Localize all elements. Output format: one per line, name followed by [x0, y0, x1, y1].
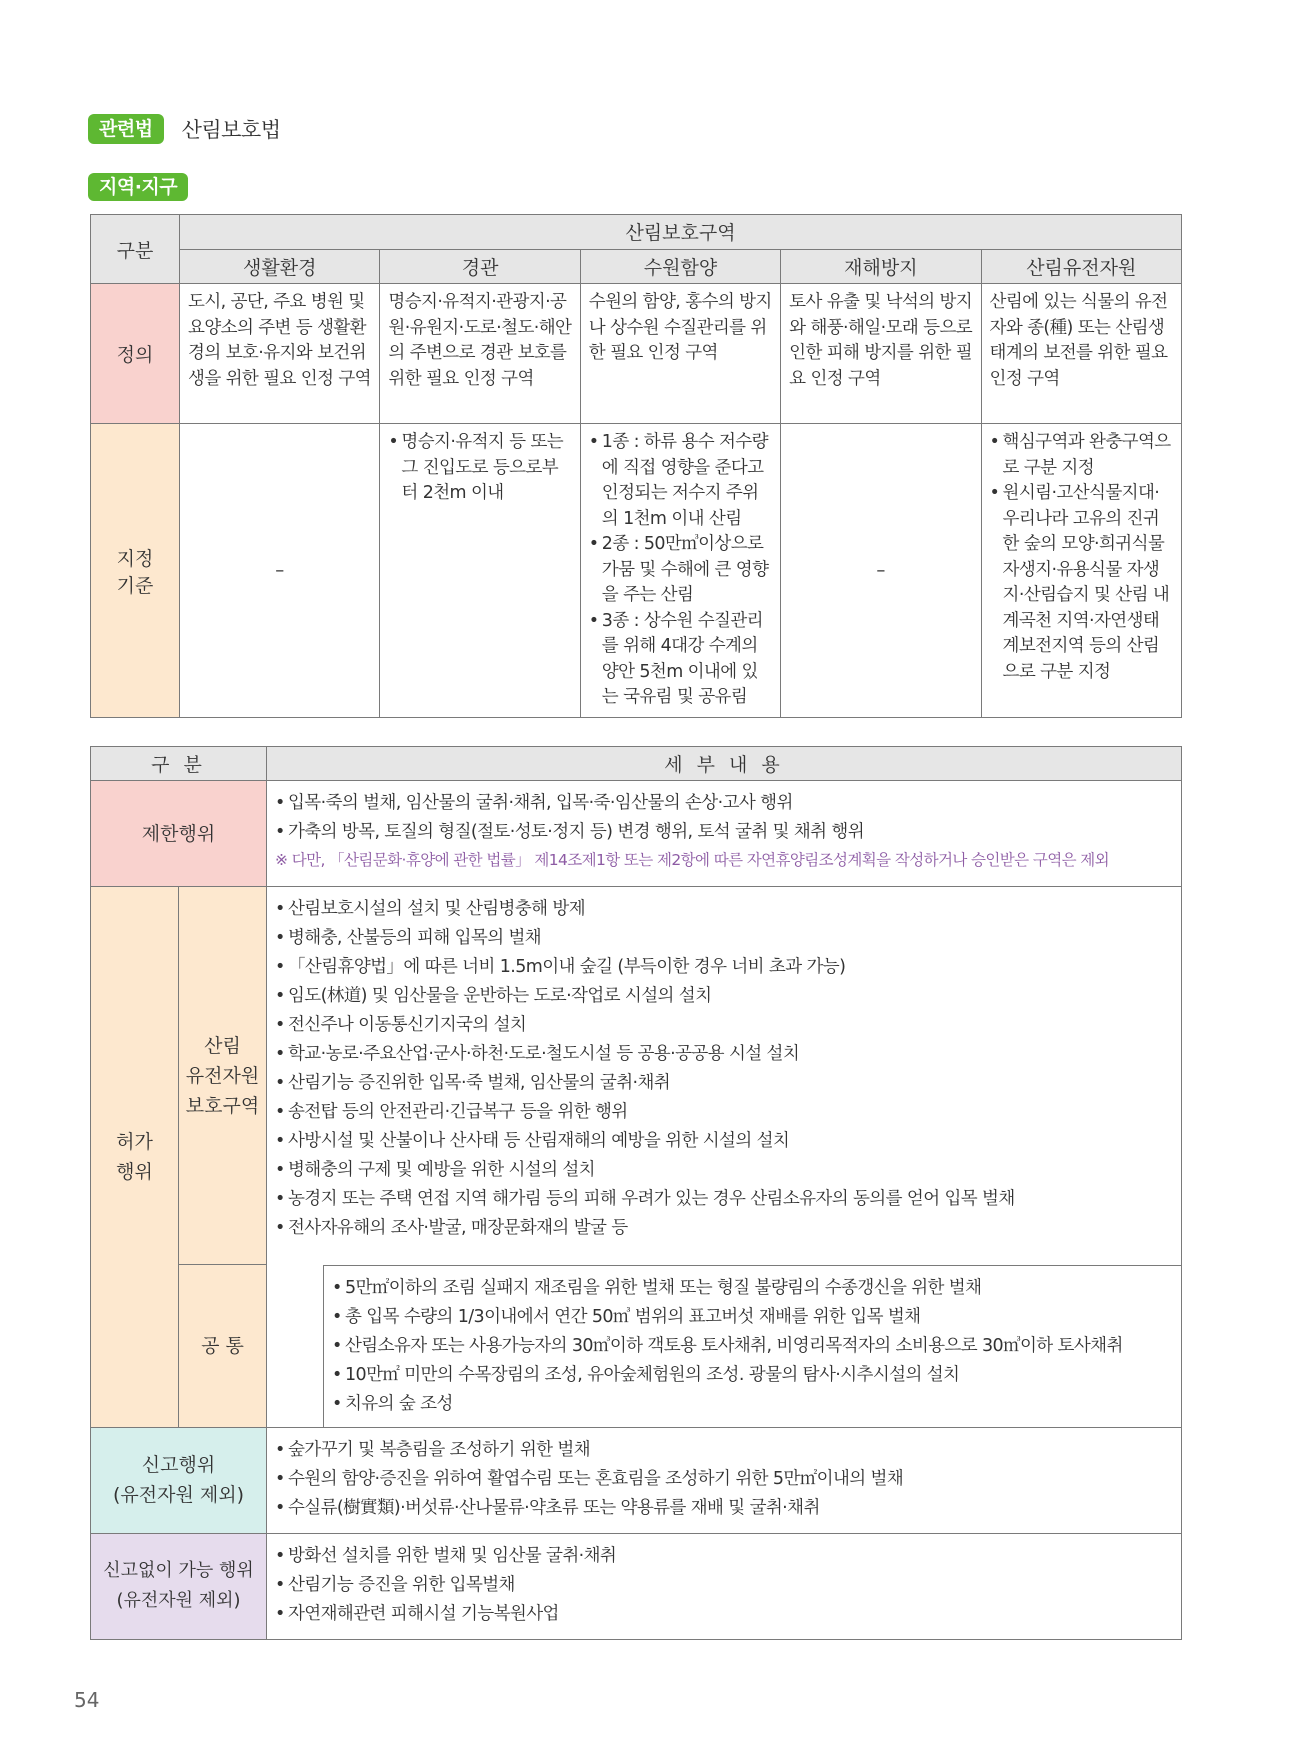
- report-label-line: (유전자원 제외): [113, 1484, 244, 1506]
- permitted-genetic-row: [91, 887, 1182, 1265]
- no-report-label: [91, 1533, 267, 1639]
- common-details: [267, 1265, 1182, 1428]
- common-item: • 치유의 숲 조성: [332, 1390, 1173, 1419]
- permitted-item: • 송전탑 등의 안전관리·긴급복구 등을 위한 행위: [275, 1098, 1173, 1127]
- no-report-details: [267, 1533, 1182, 1639]
- criteria-cell: [981, 424, 1181, 718]
- permitted-label-line: 행위: [116, 1160, 153, 1183]
- column-header: 재해방지: [781, 249, 981, 284]
- permitted-item: • 병해충의 구제 및 예방을 위한 시설의 설치: [275, 1156, 1173, 1185]
- report-item: • 수원의 함양·증진을 위하여 활엽수림 또는 혼효림을 조성하기 위한 5만㎡이내의 벌채: [275, 1465, 1173, 1494]
- genetic-zone-label: [179, 887, 267, 1265]
- criteria-cell-empty: –: [180, 424, 380, 718]
- criteria-item: • 핵심구역과 완충구역으로 구분 지정: [990, 430, 1174, 481]
- zone-district-tag: 지역·지구: [88, 173, 188, 201]
- report-row: [91, 1427, 1182, 1533]
- no-report-label-line: 신고없이 가능 행위: [103, 1560, 254, 1581]
- permitted-item: • 산림기능 증진위한 입목·죽 벌채, 임산물의 굴취·채취: [275, 1069, 1173, 1098]
- common-item: • 10만㎡ 미만의 수목장림의 조성, 유아숲체험원의 조성. 광물의 탐사·시추시설의 설치: [332, 1361, 1173, 1390]
- column-header: 수원함양: [580, 249, 780, 284]
- report-label: [91, 1427, 267, 1533]
- common-label: 공 통: [179, 1265, 267, 1428]
- common-item: • 총 입목 수량의 1/3이내에서 연간 50㎥ 범위의 표고버섯 재배를 위한 입목 벌채: [332, 1303, 1173, 1332]
- criteria-item: • 원시림·고산식물지대·우리나라 고유의 진귀한 숲의 모양·희귀식물 자생지·유용식물 자생지·산림습지 및 산림 내 계곡천 지역·자연생태계보전지역 등의 산림으로 구분 지정: [990, 481, 1174, 685]
- permitted-item: • 임도(林道) 및 임산물을 운반하는 도로·작업로 시설의 설치: [275, 982, 1173, 1011]
- related-law-name: 산림보호법: [181, 118, 281, 142]
- restricted-note: ※ 다만, 「산림문화·휴양에 관한 법률」 제14조제1항 또는 제2항에 따른 자연휴양림조성계획을 작성하거나 승인받은 구역은 제외: [275, 851, 1110, 869]
- common-box: [323, 1265, 1181, 1427]
- details-header: 세 부 내 용: [267, 747, 1182, 781]
- definition-cell: 토사 유출 및 낙석의 방지와 해풍·해일·모래 등으로 인한 피해 방지를 위한 필요 인정 구역: [781, 284, 981, 424]
- criteria-row: [91, 424, 1182, 718]
- common-item: • 5만㎡이하의 조림 실패지 재조림을 위한 벌채 또는 형질 불량림의 수종갱신을 위한 벌채: [332, 1274, 1173, 1303]
- genetic-zone-label-line: 산림: [204, 1034, 241, 1057]
- report-item: • 숲가꾸기 및 복층림을 조성하기 위한 벌채: [275, 1436, 1173, 1465]
- no-report-item: • 방화선 설치를 위한 벌채 및 임산물 굴취·채취: [275, 1542, 1173, 1571]
- genetic-zone-details: [267, 887, 1182, 1265]
- genetic-zone-label-line: 유전자원: [185, 1064, 260, 1087]
- no-report-item: • 산림기능 증진을 위한 입목벌채: [275, 1571, 1173, 1600]
- related-law-header: [88, 114, 281, 144]
- designation-table: [90, 214, 1182, 718]
- permitted-item: • 전신주나 이동통신기지국의 설치: [275, 1011, 1173, 1040]
- no-report-label-line: (유전자원 제외): [116, 1590, 241, 1611]
- column-header: 경관: [380, 249, 580, 284]
- related-law-tag: 관련법: [88, 114, 164, 144]
- common-item: • 산림소유자 또는 사용가능자의 30㎥이하 객토용 토사채취, 비영리목적자의 소비용으로 30㎥이하 토사채취: [332, 1332, 1173, 1361]
- criteria-item: • 1종 : 하류 용수 저수량에 직접 영향을 준다고 인정되는 저수지 주위의 1천m 이내 산림: [589, 430, 773, 532]
- permitted-label-line: 허가: [116, 1130, 153, 1153]
- group-header: 산림보호구역: [180, 215, 1182, 250]
- criteria-cell: [380, 424, 580, 718]
- permitted-item: • 병해충, 산불등의 피해 입목의 벌채: [275, 924, 1173, 953]
- definition-row: [91, 284, 1182, 424]
- permitted-item: • 농경지 또는 주택 연접 지역 해가림 등의 피해 우려가 있는 경우 산림소유자의 동의를 얻어 입목 벌채: [275, 1185, 1173, 1214]
- definition-cell: 산림에 있는 식물의 유전자와 종(種) 또는 산림생태계의 보전를 위한 필요 인정 구역: [981, 284, 1181, 424]
- definition-cell: 명승지·유적지·관광지·공원·유원지·도로·철도·해안의 주변으로 경관 보호를 위한 필요 인정 구역: [380, 284, 580, 424]
- permitted-common-row: [91, 1265, 1182, 1428]
- permitted-item: • 전사자유해의 조사·발굴, 매장문화재의 발굴 등: [275, 1214, 1173, 1243]
- definition-label: 정의: [91, 284, 180, 424]
- restricted-row: [91, 781, 1182, 887]
- genetic-zone-label-line: 보호구역: [185, 1094, 260, 1117]
- criteria-cell-empty: –: [781, 424, 981, 718]
- definition-cell: 도시, 공단, 주요 병원 및 요양소의 주변 등 생활환경의 보호·유지와 보건위생을 위한 필요 인정 구역: [180, 284, 380, 424]
- column-header: 생활환경: [180, 249, 380, 284]
- restricted-details: [267, 781, 1182, 887]
- criteria-item: • 2종 : 50만㎥이상으로 가뭄 및 수해에 큰 영향을 주는 산림: [589, 532, 773, 609]
- permitted-item: • 「산림휴양법」에 따른 너비 1.5m이내 숲길 (부득이한 경우 너비 초과 가능): [275, 953, 1173, 982]
- report-item: • 수실류(樹實類)·버섯류·산나물류·약초류 또는 약용류를 재배 및 굴취·채취: [275, 1494, 1173, 1523]
- criteria-label-line: 지정: [116, 547, 154, 570]
- permitted-item: • 사방시설 및 산불이나 산사태 등 산림재해의 예방을 위한 시설의 설치: [275, 1127, 1173, 1156]
- permitted-item: • 학교·농로·주요산업·군사·하천·도로·철도시설 등 공용·공공용 시설 설치: [275, 1040, 1173, 1069]
- page-number: 54: [74, 1688, 100, 1712]
- criteria-item: • 명승지·유적지 등 또는 그 진입도로 등으로부터 2천m 이내: [388, 430, 572, 507]
- report-details: [267, 1427, 1182, 1533]
- report-label-line: 신고행위: [141, 1454, 216, 1476]
- permitted-label: [91, 887, 179, 1428]
- activity-table: [90, 746, 1182, 1640]
- restricted-item: • 가축의 방목, 토질의 형질(절토·성토·정지 등) 변경 행위, 토석 굴취 및 채취 행위: [275, 818, 1173, 847]
- no-report-row: [91, 1533, 1182, 1639]
- restricted-label: 제한행위: [91, 781, 267, 887]
- criteria-label: [91, 424, 180, 718]
- definition-cell: 수원의 함양, 홍수의 방지나 상수원 수질관리를 위한 필요 인정 구역: [580, 284, 780, 424]
- column-header: 산림유전자원: [981, 249, 1181, 284]
- corner-label: 구분: [91, 215, 180, 284]
- category-header: 구 분: [91, 747, 267, 781]
- permitted-item: • 산림보호시설의 설치 및 산림병충해 방제: [275, 895, 1173, 924]
- criteria-label-line: 기준: [116, 574, 154, 597]
- restricted-item: • 입목·죽의 벌채, 임산물의 굴취·채취, 입목·죽·임산물의 손상·고사 행위: [275, 789, 1173, 818]
- zone-district-header: [88, 175, 188, 199]
- criteria-cell: [580, 424, 780, 718]
- no-report-item: • 자연재해관련 피해시설 기능복원사업: [275, 1600, 1173, 1629]
- criteria-item: • 3종 : 상수원 수질관리를 위해 4대강 수계의 양안 5천m 이내에 있는 국유림 및 공유림: [589, 609, 773, 711]
